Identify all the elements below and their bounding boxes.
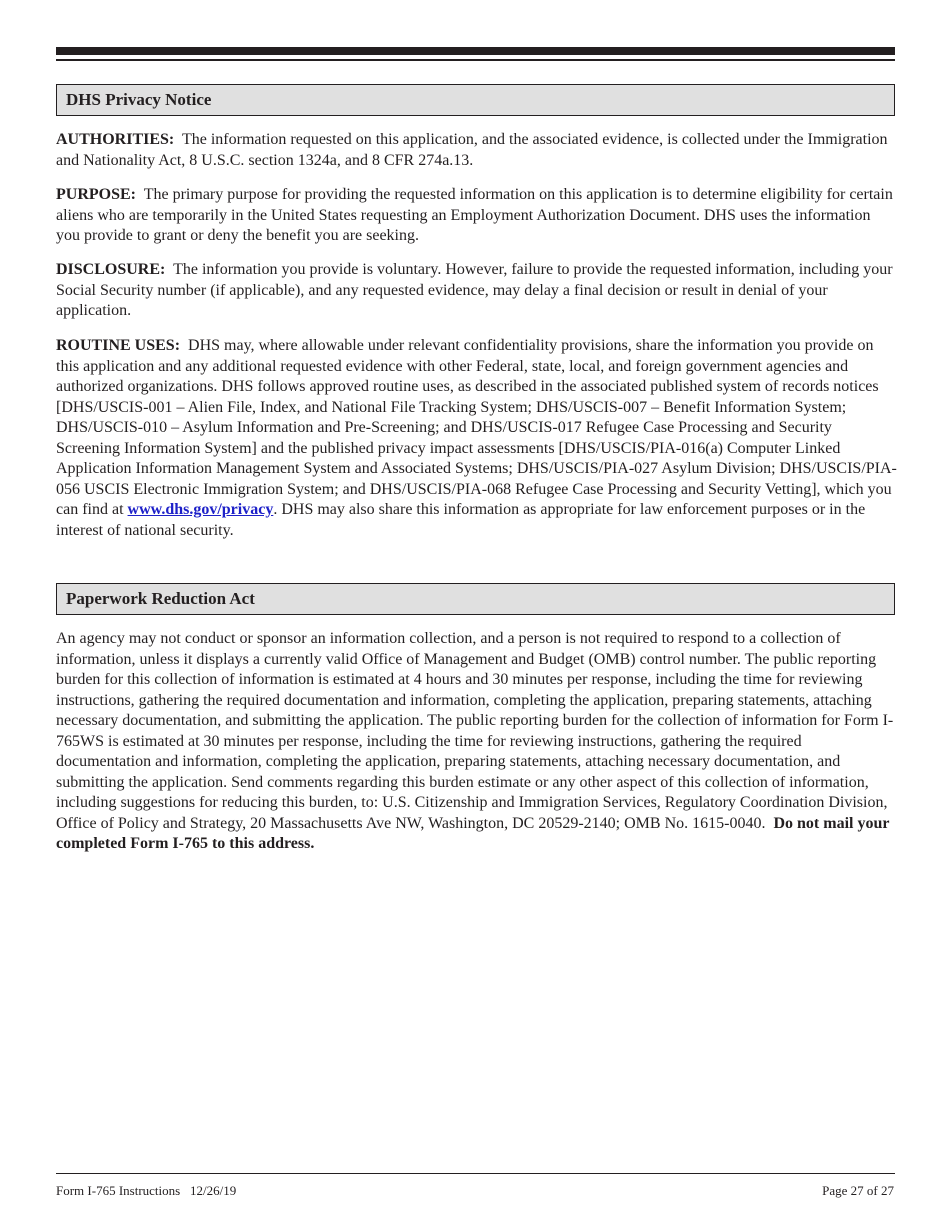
paperwork-bold-notice: Do not mail your completed Form I-765 to this address. (56, 814, 890, 852)
footer-rule (56, 1173, 895, 1174)
privacy-notice-header (56, 84, 895, 116)
disclosure-text: The information you provide is voluntary. However, failure to provide the requested information, including your Social Security number (if applicable), and any requested evidence, may delay a final decision or result in denial of your application. (56, 261, 893, 319)
dhs-privacy-link[interactable]: www.dhs.gov/privacy (127, 501, 274, 518)
authorities-label: AUTHORITIES: (56, 131, 175, 148)
header-thin-rule (56, 59, 895, 61)
authorities-text: The information requested on this application, and the associated evidence, is collected under the Immigration and Nationality Act, 8 U.S.C. section 1324a, and 8 CFR 274a.13. (56, 131, 888, 169)
disclosure-label: DISCLOSURE: (56, 261, 166, 278)
footer-page-number: Page 27 of 27 (822, 1183, 894, 1198)
purpose-paragraph (56, 185, 898, 247)
paperwork-paragraph (56, 629, 898, 855)
purpose-label: PURPOSE: (56, 186, 136, 203)
paperwork-reduction-header (56, 583, 895, 615)
footer-form-name: Form I-765 Instructions (56, 1183, 181, 1198)
routine-uses-label: ROUTINE USES: (56, 337, 181, 354)
authorities-paragraph (56, 130, 898, 171)
purpose-text: The primary purpose for providing the requested information on this application is to determine eligibility for certain aliens who are temporarily in the United States requesting an Employment Authorization Document. DHS uses the information you provide to grant or deny the benefit you are seeking. (56, 186, 893, 244)
privacy-notice-title: DHS Privacy Notice (66, 90, 212, 109)
paperwork-text: An agency may not conduct or sponsor an information collection, and a person is not required to respond to a collection of information, unless it displays a currently valid Office of Management and Budget (OMB) control number. The public reporting burden for this collection of information is estimated at 4 hours and 30 minutes per response, including the time for reviewing instructions, gathering the required documentation and information, completing the application, preparing statements, attaching necessary documentation, and submitting the application. The public reporting burden for the collection of information for Form I-765WS is estimated at 30 minutes per response, including the time for reviewing instructions, gathering the required documentation and information, completing the application, preparing statements, attaching necessary documentation, and submitting the application. Send comments regarding this burden estimate or any other aspect of this collection of information, including suggestions for reducing this burden, to: U.S. Citizenship and Immigration Services, Regulatory Coordination Division, Office of Policy and Strategy, 20 Massachusetts Ave NW, Washington, DC 20529-2140; OMB No. 1615-0040. (56, 630, 894, 832)
routine-uses-paragraph (56, 336, 898, 541)
disclosure-paragraph (56, 260, 898, 322)
footer-edition-date: 12/26/19 (189, 1183, 237, 1198)
routine-uses-text-after: . DHS may also share this information as appropriate for law enforcement purposes or in the interest of national security. (56, 501, 866, 539)
header-thick-rule (56, 47, 895, 55)
footer-form-info (56, 1183, 236, 1199)
paperwork-reduction-title: Paperwork Reduction Act (66, 589, 255, 608)
routine-uses-text: DHS may, where allowable under relevant confidentiality provisions, share the information you provide on this application and any additional requested evidence with other Federal, state, local, and foreign government agencies and authorized organizations. DHS follows approved routine uses, as described in the associated published system of records notices [DHS/USCIS-001 – Alien File, Index, and National File Tracking System; DHS/USCIS-007 – Benefit Information System; DHS/USCIS-010 – Asylum Information and Pre-Screening; and DHS/USCIS-017 Refugee Case Processing and Security Screening Information System] and the published privacy impact assessments [DHS/USCIS/PIA-016(a) Computer Linked Application Information Management System and Associated Systems; DHS/USCIS/PIA-027 Asylum Division; DHS/USCIS/PIA-056 USCIS Electronic Immigration System; and DHS/USCIS/PIA-068 Refugee Case Processing and Security Vetting], which you can find at (56, 337, 897, 518)
